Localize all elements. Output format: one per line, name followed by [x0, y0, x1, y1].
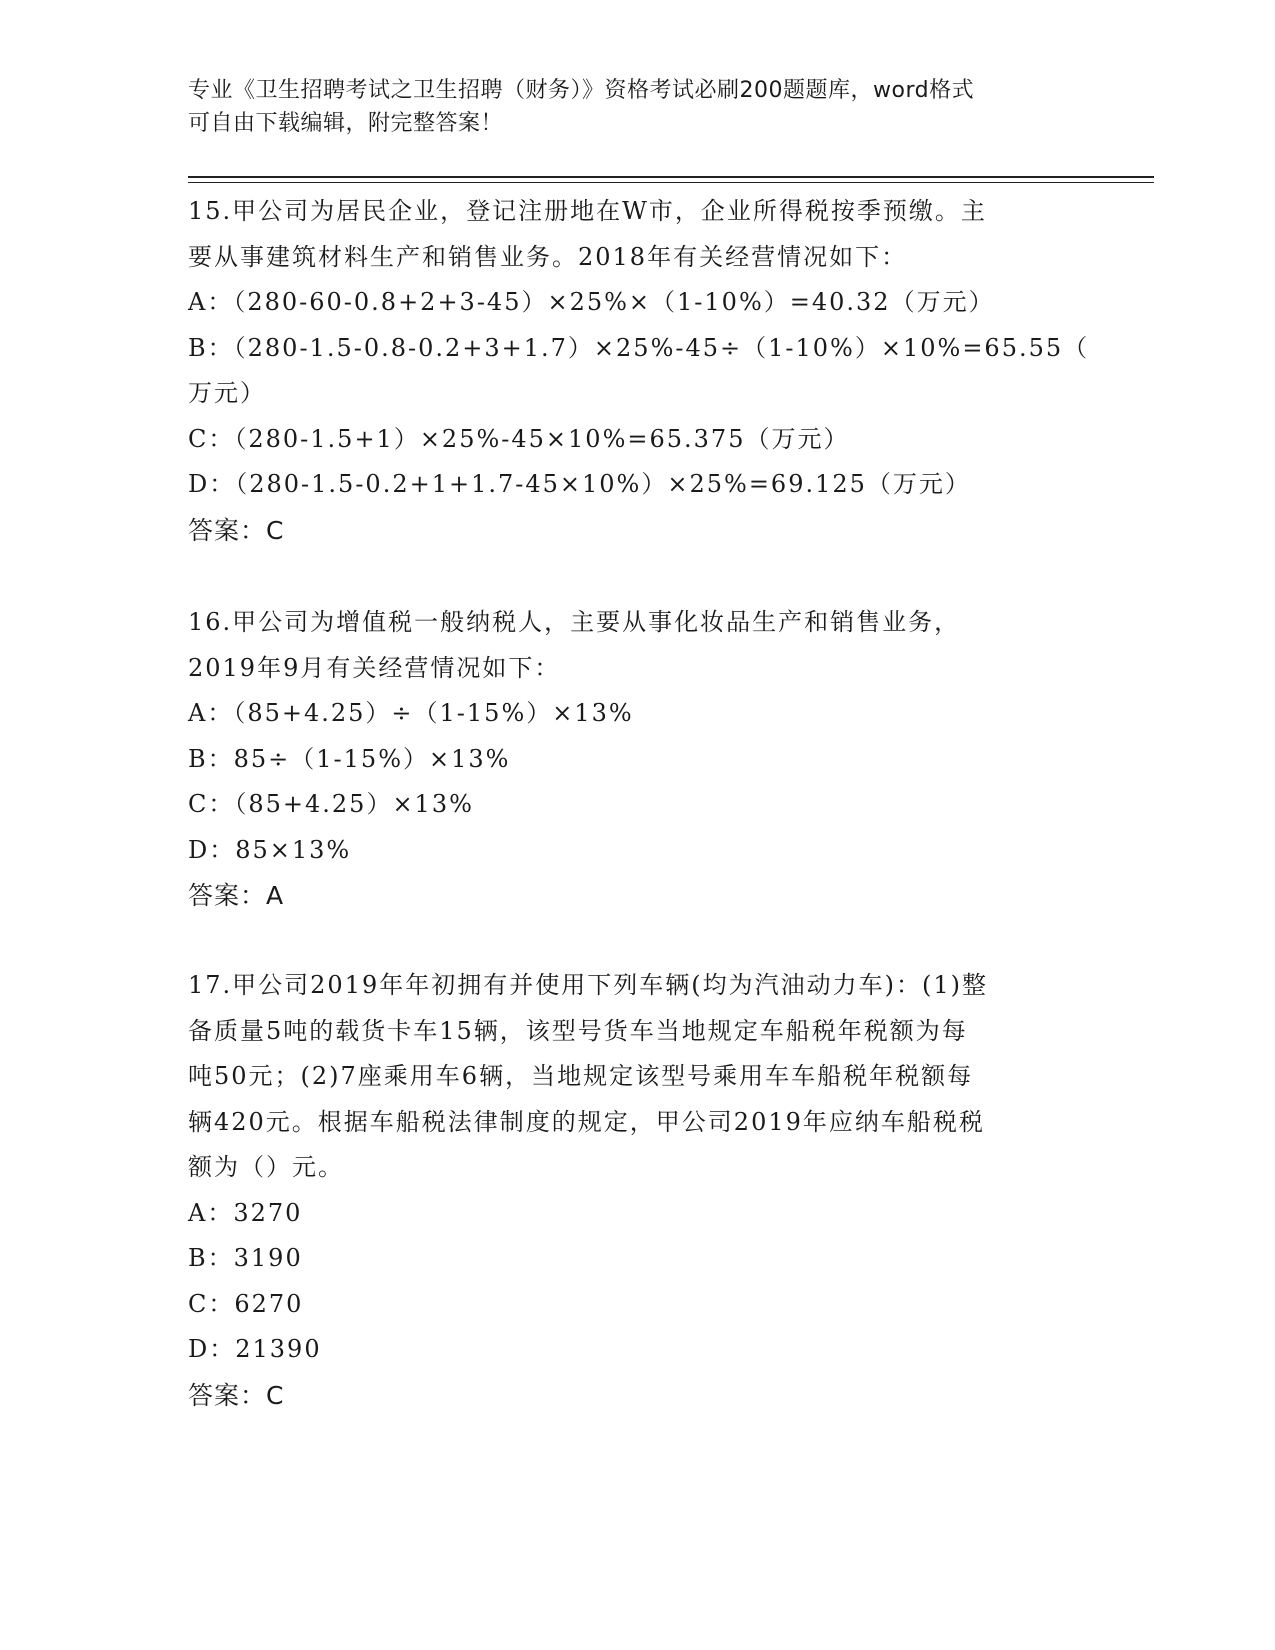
option-c: C：6270: [188, 1289, 304, 1318]
question-stem-line: 辆420元。根据车船税法律制度的规定，甲公司2019年应纳车船税税: [188, 1107, 985, 1136]
option-a: A：（85+4.25）÷（1-15%）×13%: [188, 699, 634, 727]
question-stem-line: 要从事建筑材料生产和销售业务。2018年有关经营情况如下：: [188, 242, 908, 271]
option-c: C：（280-1.5+1）×25%-45×10%=65.375（万元）: [188, 424, 850, 453]
header-line: 专业《卫生招聘考试之卫生招聘（财务）》资格考试必刷200题题库，word格式: [188, 78, 975, 103]
question-stem-line: 2019年9月有关经营情况如下：: [188, 653, 561, 682]
header-line: 可自由下载编辑，附完整答案！: [188, 111, 504, 136]
option-a: A：3270: [188, 1198, 303, 1227]
option-d: D：（280-1.5-0.2+1+1.7-45×10%）×25%=69.125（万元）: [188, 470, 971, 498]
answer-line: 答案：C: [188, 1380, 285, 1410]
answer-line: 答案：A: [188, 881, 285, 910]
option-d: D：21390: [188, 1335, 322, 1363]
question-stem-line: 17.甲公司2019年年初拥有并使用下列车辆(均为汽油动力车)：(1)整: [188, 971, 988, 999]
option-a: A：（280-60-0.8+2+3-45）×25%×（1-10%）=40.32（万元）: [188, 288, 995, 316]
option-b-continued: 万元）: [188, 379, 266, 407]
question-stem-line: 15.甲公司为居民企业，登记注册地在W市，企业所得税按季预缴。主: [188, 197, 987, 225]
option-b: B：85÷（1-15%）×13%: [188, 744, 511, 773]
header-divider-thin: [188, 182, 1154, 183]
option-c: C：（85+4.25）×13%: [188, 790, 474, 818]
header-divider: [188, 176, 1154, 178]
question-17: [188, 963, 1078, 1418]
question-stem-line: 备质量5吨的载货卡车15辆，该型号货车当地规定车船税年税额为每: [188, 1016, 968, 1045]
question-16: [188, 600, 1078, 919]
option-d: D：85×13%: [188, 835, 352, 864]
option-b: B：3190: [188, 1244, 303, 1272]
question-stem-line: 16.甲公司为增值税一般纳税人，主要从事化妆品生产和销售业务，: [188, 608, 961, 636]
answer-line: 答案：C: [188, 515, 285, 545]
question-stem-line: 额为（）元。: [188, 1153, 344, 1181]
option-b: B：（280-1.5-0.8-0.2+3+1.7）×25%-45÷（1-10%）×10%=65.55（: [188, 333, 1090, 362]
question-15: [188, 189, 1090, 553]
document-header: [188, 74, 1068, 140]
question-stem-line: 吨50元；(2)7座乘用车6辆，当地规定该型号乘用车车船税年税额每: [188, 1062, 974, 1090]
